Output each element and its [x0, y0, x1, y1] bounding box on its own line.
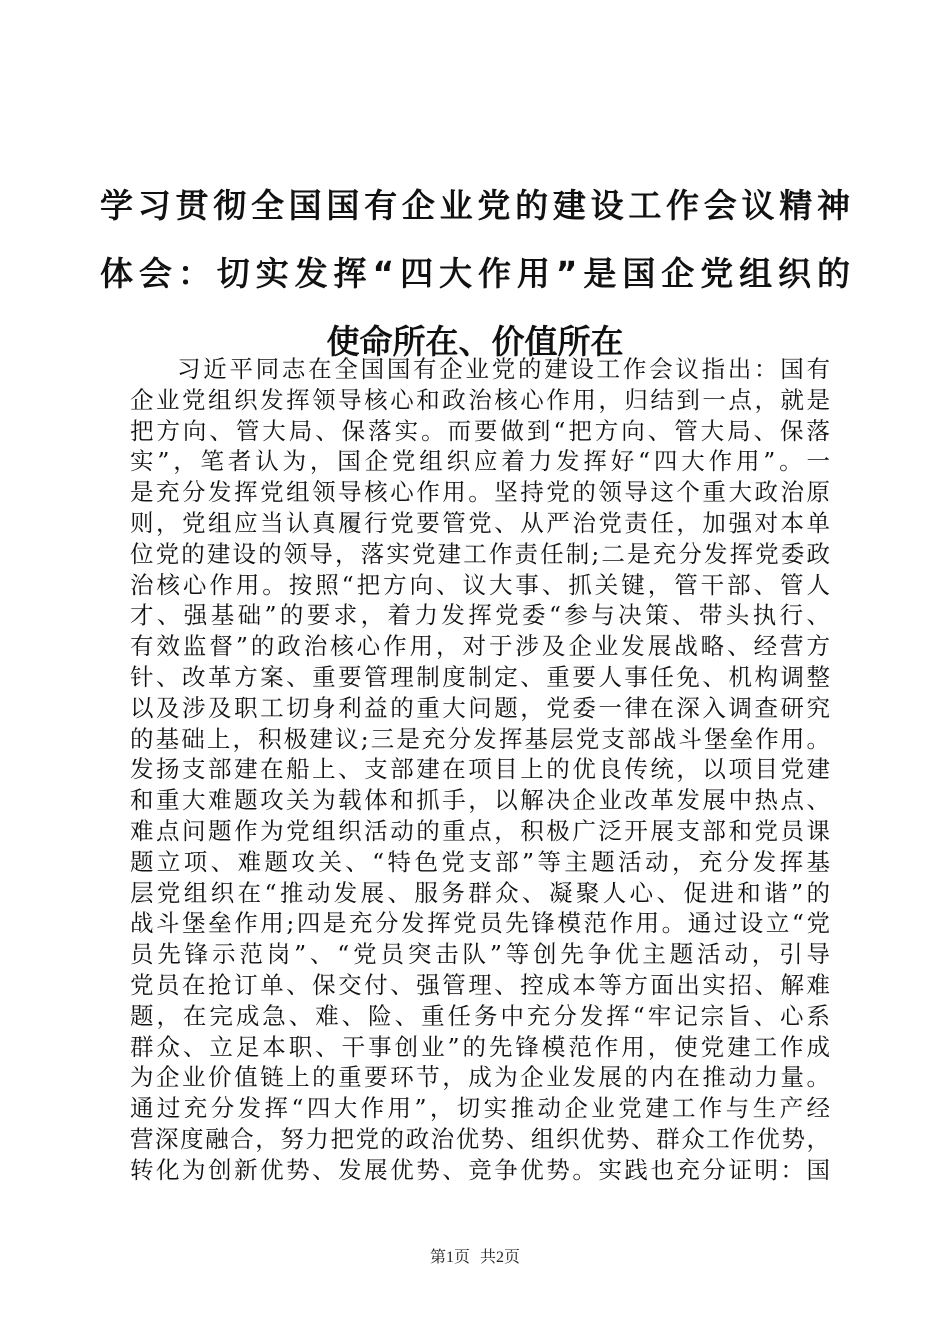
- page-number: 第1页: [429, 1249, 470, 1266]
- body-line: 为企业价值链上的重要环节，成为企业发展的内在推动力量。: [130, 1063, 830, 1092]
- body-line: 党员在抢订单、保交付、强管理、控成本等方面出实招、解难: [130, 970, 830, 999]
- body-line: 群众、立足本职、干事创业”的先锋模范作用，使党建工作成: [130, 1032, 830, 1061]
- body-paragraph: [130, 354, 830, 1186]
- page-total: 共2页: [480, 1249, 521, 1266]
- body-line: 是充分发挥党组领导核心作用。坚持党的领导这个重大政治原: [130, 478, 830, 507]
- body-line: 题，在完成急、难、险、重任务中充分发挥“牢记宗旨、心系: [130, 1001, 830, 1030]
- body-line: 才、强基础”的要求，着力发挥党委“参与决策、带头执行、: [130, 601, 830, 630]
- body-line: 难点问题作为党组织活动的重点，积极广泛开展支部和党员课: [130, 816, 830, 845]
- body-line: 题立项、难题攻关、“特色党支部”等主题活动，充分发挥基: [130, 847, 830, 876]
- body-line: 营深度融合，努力把党的政治优势、组织优势、群众工作优势，: [130, 1124, 830, 1153]
- page-footer: [0, 1244, 950, 1267]
- title-line: 学习贯彻全国国有企业党的建设工作会议精神: [100, 186, 850, 225]
- body-line: 针、改革方案、重要管理制度制定、重要人事任免、机构调整: [130, 662, 830, 691]
- body-line: 实”，笔者认为，国企党组织应着力发挥好“四大作用”。一: [130, 447, 830, 476]
- body-line: 企业党组织发挥领导核心和政治核心作用，归结到一点，就是: [130, 385, 830, 414]
- body-line: 位党的建设的领导，落实党建工作责任制;二是充分发挥党委政: [130, 539, 830, 568]
- body-line: 则，党组应当认真履行党要管党、从严治党责任，加强对本单: [130, 508, 830, 537]
- title-line: 体会：切实发挥“四大作用”是国企党组织的: [100, 254, 850, 293]
- body-line: 习近平同志在全国国有企业党的建设工作会议指出：国有: [177, 355, 830, 383]
- body-line: 通过充分发挥“四大作用”，切实推动企业党建工作与生产经: [130, 1094, 830, 1123]
- body-line: 以及涉及职工切身利益的重大问题，党委一律在深入调查研究: [130, 693, 830, 722]
- body-line: 治核心作用。按照“把方向、议大事、抓关键，管干部、管人: [130, 570, 830, 599]
- body-line: 发扬支部建在船上、支部建在项目上的优良传统，以项目党建: [130, 755, 830, 784]
- body-line: 的基础上，积极建议;三是充分发挥基层党支部战斗堡垒作用。: [130, 724, 830, 753]
- body-line: 层党组织在“推动发展、服务群众、凝聚人心、促进和谐”的: [130, 878, 830, 907]
- body-line: 有效监督”的政治核心作用，对于涉及企业发展战略、经营方: [130, 632, 830, 661]
- document-title: [100, 172, 850, 376]
- body-line: 和重大难题攻关为载体和抓手，以解决企业改革发展中热点、: [130, 786, 830, 815]
- body-line: 转化为创新优势、发展优势、竞争优势。实践也充分证明：国: [130, 1155, 830, 1184]
- body-line: 员先锋示范岗”、“党员突击队”等创先争优主题活动，引导: [130, 940, 830, 969]
- title-line: 使命所在、价值所在: [326, 322, 624, 361]
- body-line: 战斗堡垒作用;四是充分发挥党员先锋模范作用。通过设立“党: [130, 909, 830, 938]
- body-line: 把方向、管大局、保落实。而要做到“把方向、管大局、保落: [130, 416, 830, 445]
